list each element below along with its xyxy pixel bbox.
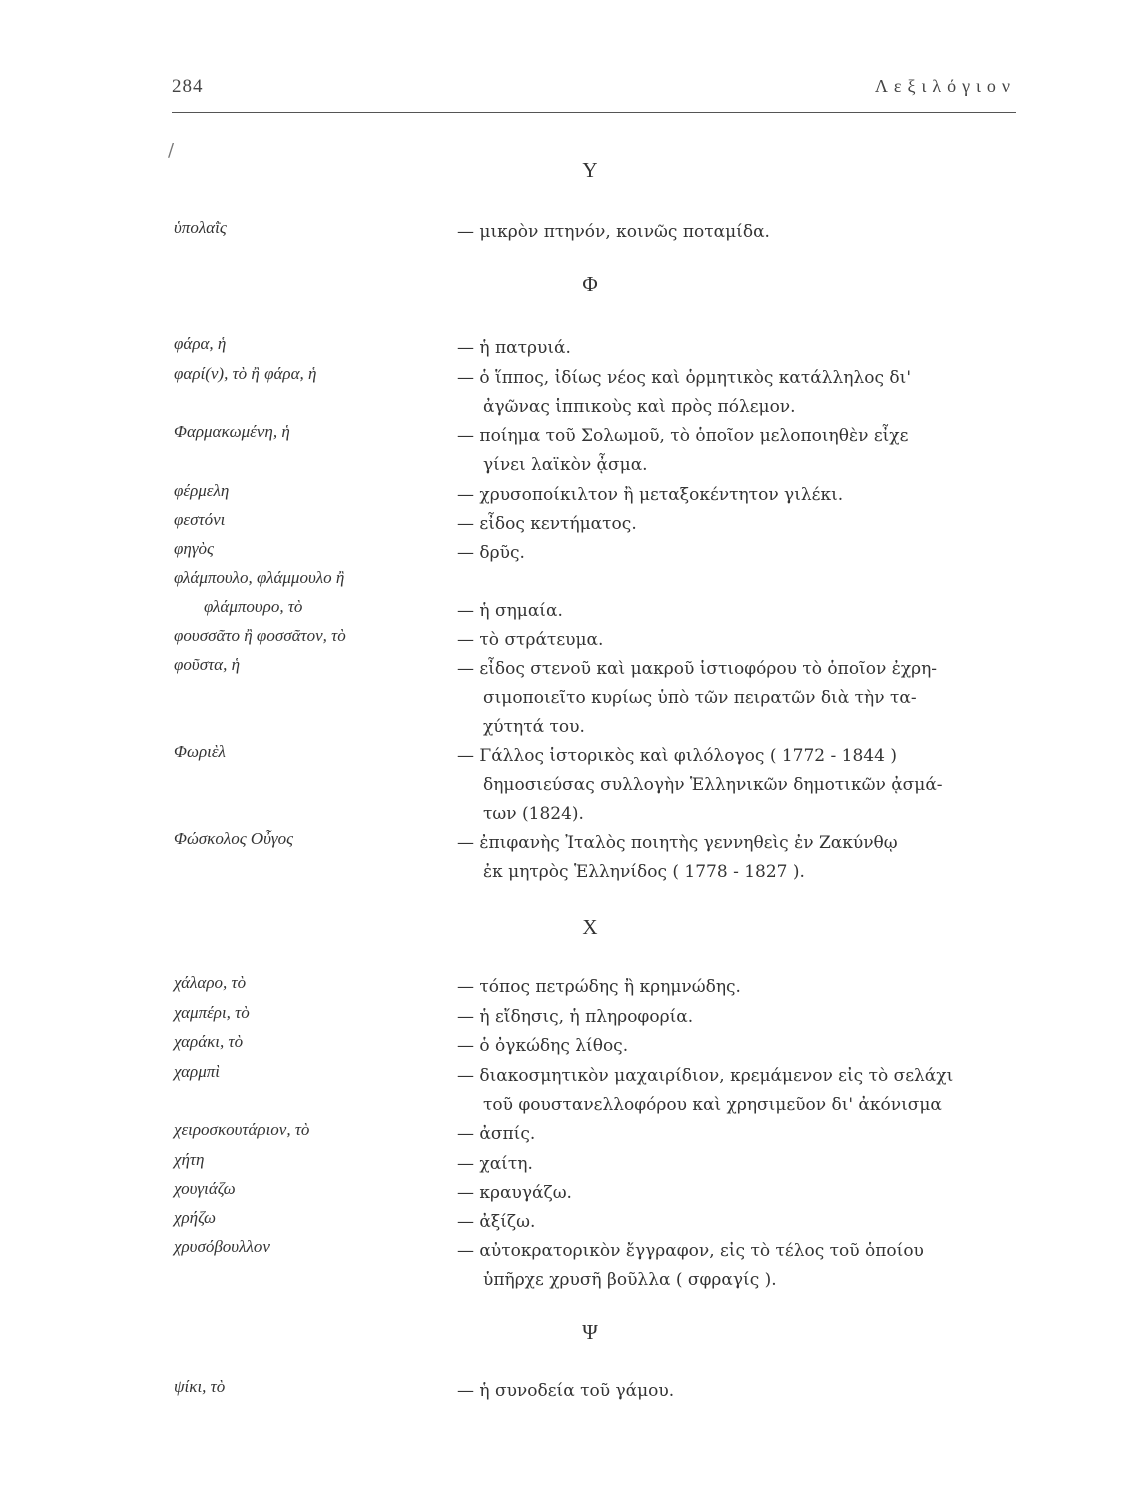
definition-line: — ἀσπίς. — [457, 1124, 536, 1144]
definition-line: — ἡ συνοδεία τοῦ γάμου. — [457, 1381, 675, 1401]
entry-definition — [457, 973, 1017, 1002]
entry-term: χειροσκουτάριον, τὸ — [174, 1120, 310, 1139]
entry-term: χαμπέρι, τὸ — [174, 1003, 250, 1022]
definition-line: — εἶδος στενοῦ καὶ μακροῦ ἱστιοφόρου τὸ ὁποῖον ἐχρη- — [457, 659, 938, 679]
definition-line: — διακοσμητικὸν μαχαιρίδιον, κρεμάμενον εἰς τὸ σελάχι — [457, 1066, 954, 1086]
entry-definition — [457, 334, 1017, 363]
entry-term: φέρμελη — [174, 481, 230, 500]
page-header — [172, 76, 1016, 113]
entry-term: φηγὸς — [174, 539, 214, 558]
entry-term: χάλαρο, τὸ — [174, 973, 247, 992]
definition-line: των (1824). — [483, 804, 584, 824]
entry-definition — [457, 1179, 1017, 1208]
entry-term: χρυσόβουλλον — [174, 1237, 270, 1256]
definition-line: — ἡ εἴδησις, ἡ πληροφορία. — [457, 1007, 694, 1027]
definition-line: — Γάλλος ἱστορικὸς καὶ φιλόλογος ( 1772 - 1844 ) — [457, 746, 897, 766]
entry-definition — [457, 422, 1017, 480]
entry-term: χαράκι, τὸ — [174, 1032, 244, 1051]
section-letter: Ψ — [582, 1320, 598, 1344]
definition-line: — τόπος πετρώδης ἢ κρημνώδης. — [457, 977, 741, 997]
definition-line: ἐκ μητρὸς Ἑλληνίδος ( 1778 - 1827 ). — [483, 862, 805, 882]
entry-term: ὑπολαῒς — [174, 218, 227, 237]
entry-term: φαρί(ν), τὸ ἢ φάρα, ἡ — [174, 364, 317, 383]
entry-term: ψίκι, τὸ — [174, 1377, 226, 1396]
entry-term: φοῦστα, ἡ — [174, 655, 241, 674]
definition-line: — τὸ στράτευμα. — [457, 630, 604, 650]
section-letter: Υ — [582, 158, 598, 182]
entry-term: φλάμπουρο, τὸ — [204, 597, 303, 616]
entry-definition — [457, 626, 1017, 655]
section-letter: Χ — [582, 915, 598, 939]
definition-line: — ὁ ἵππος, ἰδίως νέος καὶ ὁρμητικὸς κατάλληλος δι' — [457, 368, 911, 388]
entry-definition — [457, 1237, 1017, 1295]
entry-definition — [457, 1208, 1017, 1237]
entry-term: χρήζω — [174, 1208, 216, 1227]
definition-line: ἀγῶνας ἱππικοὺς καὶ πρὸς πόλεμον. — [483, 397, 796, 417]
entry-term: χουγιάζω — [174, 1179, 236, 1198]
entry-definition — [457, 1120, 1017, 1149]
definition-line: — ποίημα τοῦ Σολωμοῦ, τὸ ὁποῖον μελοποιηθὲν εἶχε — [457, 426, 909, 446]
entry-term: φουσσᾶτο ἢ φοσσᾶτον, τὸ — [174, 626, 346, 645]
definition-line: — ὁ ὀγκώδης λίθος. — [457, 1036, 629, 1056]
entry-definition — [457, 364, 1017, 422]
definition-line: — ἡ σημαία. — [457, 601, 563, 621]
entry-term: φάρα, ἡ — [174, 334, 227, 353]
entry-definition — [457, 481, 1017, 510]
entry-definition — [457, 1003, 1017, 1032]
entry-definition — [457, 1062, 1017, 1120]
definition-line: — αὐτοκρατορικὸν ἔγγραφον, εἰς τὸ τέλος τοῦ ὁποίου — [457, 1241, 924, 1261]
entry-term: Φωριὲλ — [174, 742, 226, 761]
definition-line: σιμοποιεῖτο κυρίως ὑπὸ τῶν πειρατῶν διὰ τὴν τα- — [483, 688, 917, 708]
definition-line: — κραυγάζω. — [457, 1183, 572, 1203]
definition-line: — δρῦς. — [457, 543, 525, 563]
entry-term: φλάμπουλο, φλάμμουλο ἢ — [174, 568, 345, 587]
entry-term: Φώσκολος Οὖγος — [174, 829, 294, 848]
entry-definition — [457, 829, 1017, 887]
entry-term: Φαρμακωμένη, ἡ — [174, 422, 290, 441]
definition-line: — ἡ πατρυιά. — [457, 338, 571, 358]
stray-pen-mark: / — [168, 140, 175, 161]
definition-line: τοῦ φουστανελλοφόρου καὶ χρησιμεῦον δι' ἀκόνισμα — [483, 1095, 942, 1115]
definition-line: — χρυσοποίκιλτον ἢ μεταξοκέντητον γιλέκι. — [457, 485, 844, 505]
definition-line: — μικρὸν πτηνόν, κοινῶς ποταμίδα. — [457, 222, 770, 242]
entry-definition — [457, 742, 1017, 829]
running-title: Λεξιλόγιον — [874, 76, 1016, 96]
definition-line: γίνει λαϊκὸν ᾆσμα. — [483, 455, 648, 475]
entry-definition — [457, 597, 1017, 626]
definition-line: — εἶδος κεντήματος. — [457, 514, 637, 534]
entry-term: φεστόνι — [174, 510, 226, 529]
entry-definition — [457, 218, 1017, 247]
definition-line: ὑπῆρχε χρυσῆ βοῦλλα ( σφραγίς ). — [483, 1270, 777, 1290]
entry-term: χαρμπὶ — [174, 1062, 220, 1081]
page-number: 284 — [172, 76, 204, 97]
entry-definition — [457, 1032, 1017, 1061]
definition-line: χύτητά του. — [483, 717, 585, 737]
entry-definition — [457, 1150, 1017, 1179]
entry-definition — [457, 1377, 1017, 1406]
entry-definition — [457, 655, 1017, 742]
entry-term: χήτη — [174, 1150, 205, 1169]
definition-line: — ἐπιφανὴς Ἰταλὸς ποιητὴς γεννηθεὶς ἐν Ζακύνθῳ — [457, 833, 898, 853]
definition-line: — ἀξίζω. — [457, 1212, 536, 1232]
entry-definition — [457, 510, 1017, 539]
entry-definition — [457, 539, 1017, 568]
section-letter: Φ — [582, 272, 598, 296]
definition-line: δημοσιεύσας συλλογὴν Ἑλληνικῶν δημοτικῶν ᾀσμά- — [483, 775, 943, 795]
definition-line: — χαίτη. — [457, 1154, 533, 1174]
